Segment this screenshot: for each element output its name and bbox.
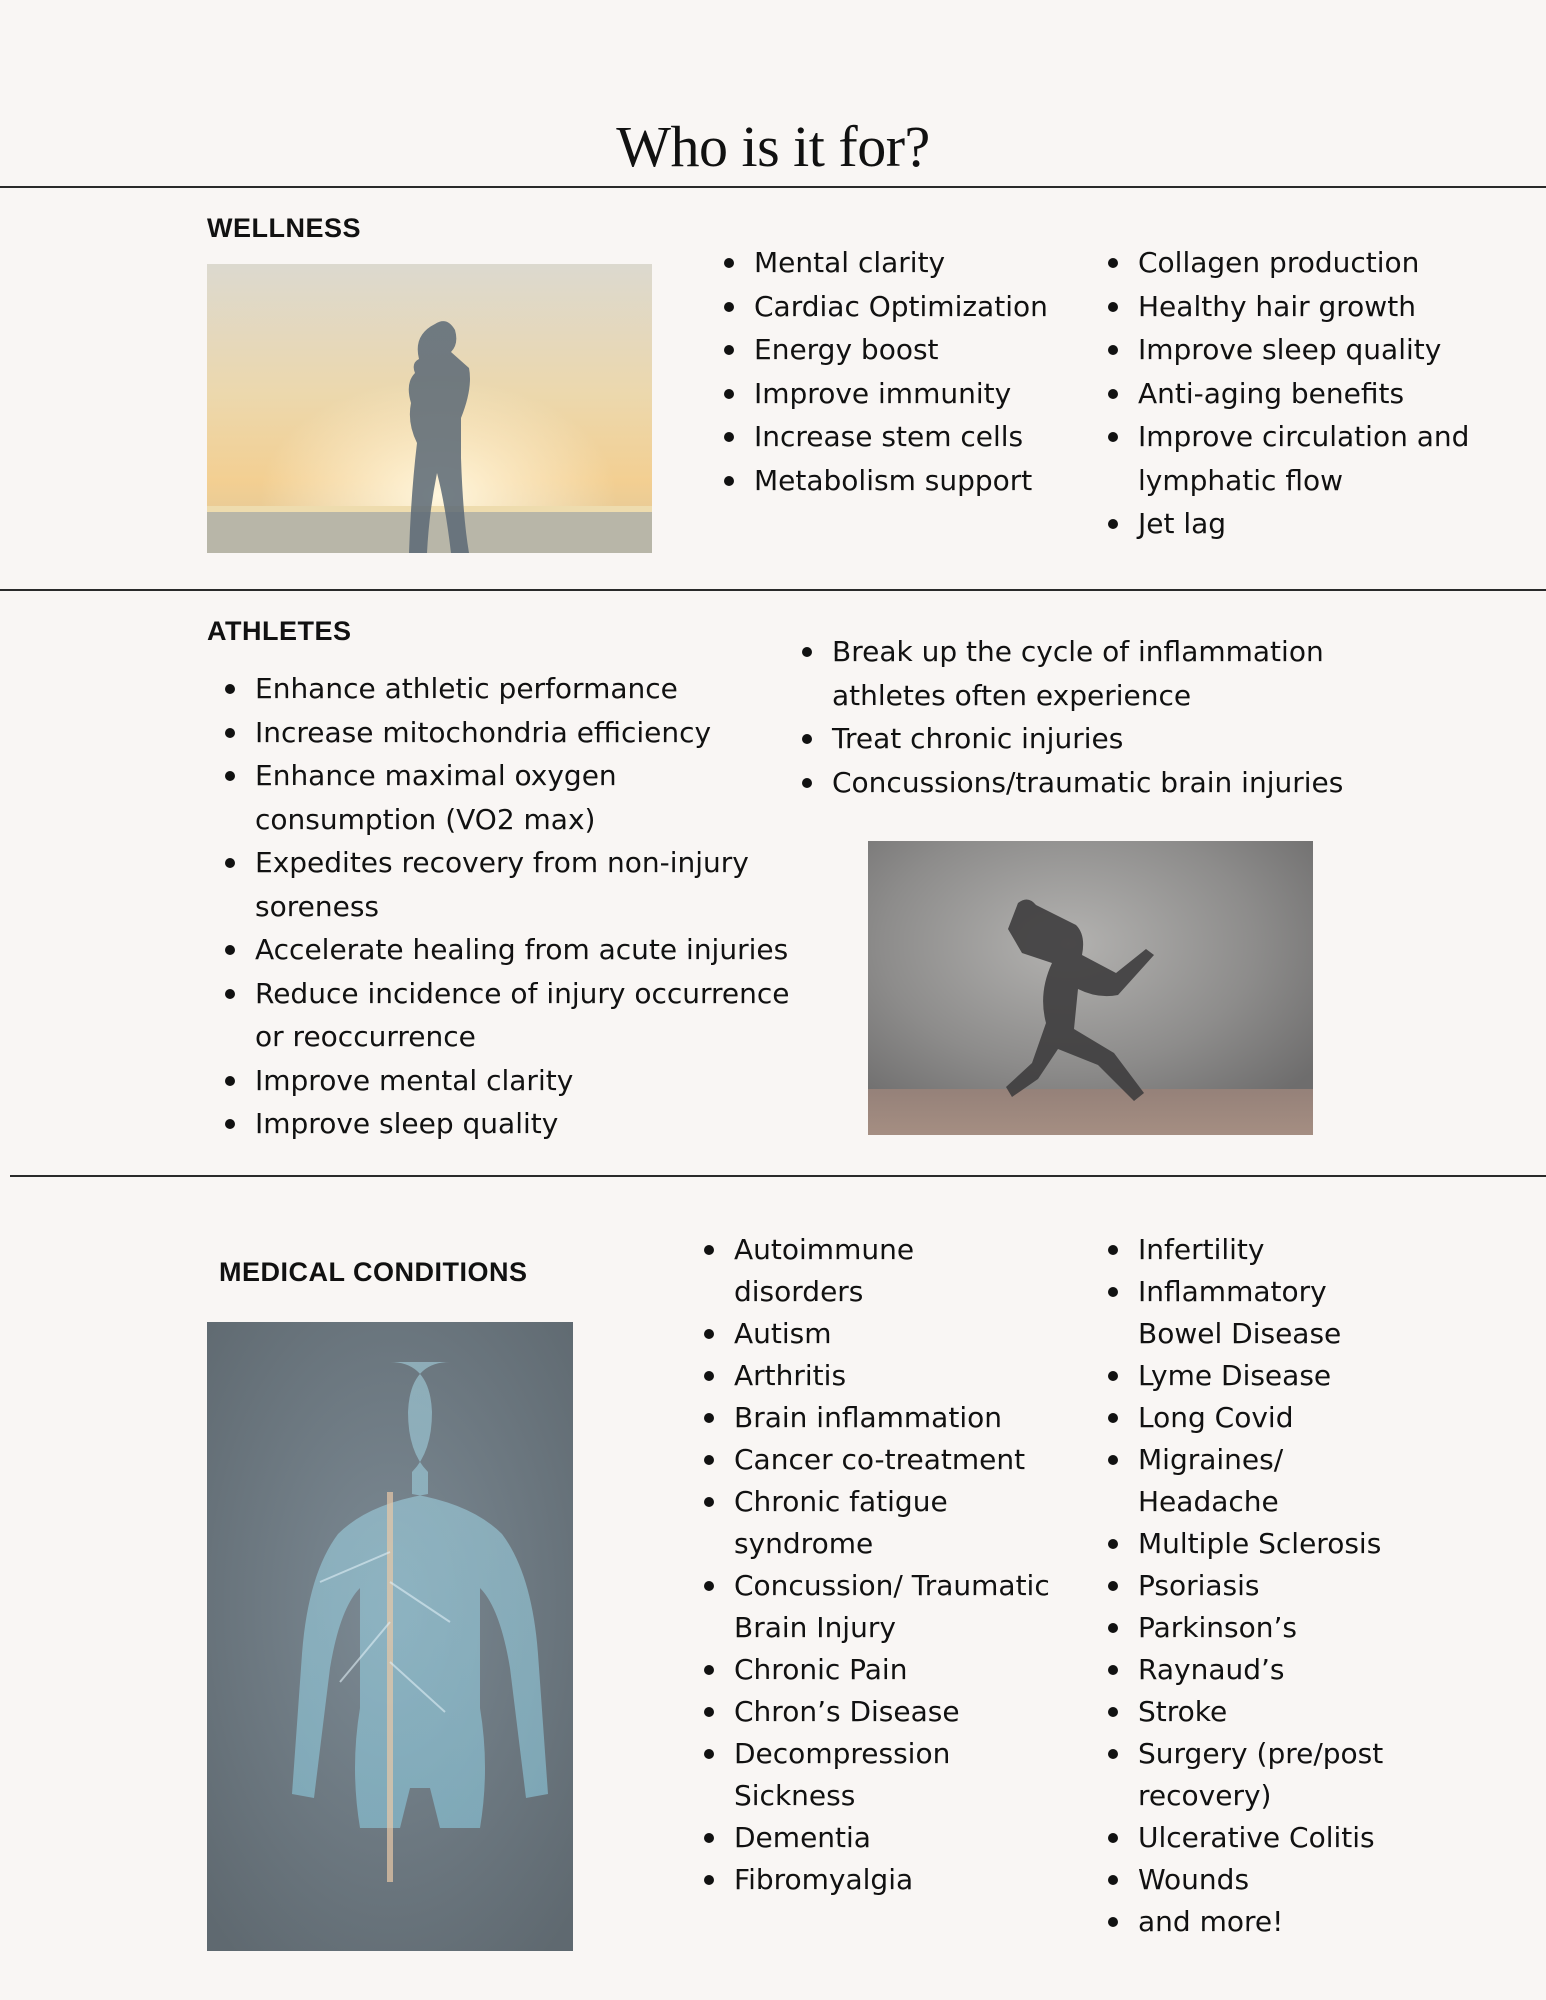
page-title: Who is it for? (616, 114, 930, 179)
list-item: Multiple Sclerosis (1100, 1523, 1500, 1565)
list-item: Break up the cycle of inflammation athletes often experience (794, 630, 1332, 717)
list-item: Energy boost (716, 328, 1071, 372)
divider-wellness (0, 589, 1546, 591)
list-item: Chron’s Disease (696, 1691, 1076, 1733)
list-item: Collagen production (1100, 241, 1500, 285)
list-item: Cancer co-treatment (696, 1439, 1076, 1481)
athletes-list-2 (794, 630, 1354, 804)
list-item: Increase mitochondria efficiency (217, 711, 817, 755)
list-item: Jet lag (1100, 502, 1500, 546)
athlete-photo (868, 841, 1313, 1135)
list-item: Mental clarity (716, 241, 1071, 285)
list-item: Anti-aging benefits (1100, 372, 1500, 416)
list-item: Arthritis (696, 1355, 1076, 1397)
wellness-heading: WELLNESS (207, 213, 362, 243)
list-item: Reduce incidence of injury occurrence or reoccurrence (217, 972, 825, 1059)
medical-list-1 (696, 1229, 1076, 1901)
list-item: Concussions/traumatic brain injuries (794, 761, 1354, 805)
list-item: Improve immunity (716, 372, 1071, 416)
list-item: Inflammatory Bowel Disease (1100, 1271, 1388, 1355)
list-item: and more! (1100, 1901, 1500, 1943)
list-item: Improve sleep quality (217, 1102, 817, 1146)
list-item: Stroke (1100, 1691, 1500, 1733)
list-item: Decompression Sickness (696, 1733, 994, 1817)
list-item: Enhance athletic performance (217, 667, 817, 711)
list-item: Chronic Pain (696, 1649, 1076, 1691)
divider-athletes (10, 1175, 1546, 1177)
list-item: Parkinson’s (1100, 1607, 1500, 1649)
list-item: Enhance maximal oxygen consumption (VO2 max) (217, 754, 785, 841)
body-scan-image (207, 1322, 573, 1951)
list-item: Accelerate healing from acute injuries (217, 928, 817, 972)
list-item: Improve mental clarity (217, 1059, 817, 1103)
list-item: Concussion/ Traumatic Brain Injury (696, 1565, 1074, 1649)
athletes-list-1 (217, 667, 817, 1146)
list-item: Chronic fatigue syndrome (696, 1481, 994, 1565)
list-item: Surgery (pre/post recovery) (1100, 1733, 1408, 1817)
list-item: Long Covid (1100, 1397, 1500, 1439)
list-item: Improve circulation and lymphatic flow (1100, 415, 1478, 502)
wellness-list-1 (716, 241, 1071, 502)
list-item: Expedites recovery from non-injury soreness (217, 841, 775, 928)
list-item: Cardiac Optimization (716, 285, 1071, 329)
list-item: Infertility (1100, 1229, 1500, 1271)
list-item: Fibromyalgia (696, 1859, 1076, 1901)
wellness-list-2 (1100, 241, 1500, 546)
list-item: Psoriasis (1100, 1565, 1500, 1607)
list-item: Migraines/ Headache (1100, 1439, 1338, 1523)
list-item: Brain inflammation (696, 1397, 1076, 1439)
list-item: Ulcerative Colitis (1100, 1817, 1500, 1859)
list-item: Healthy hair growth (1100, 285, 1500, 329)
list-item: Metabolism support (716, 459, 1071, 503)
medical-heading: MEDICAL CONDITIONS (219, 1257, 528, 1287)
list-item: Autoimmune disorders (696, 1229, 944, 1313)
divider-top (0, 186, 1546, 188)
list-item: Autism (696, 1313, 1076, 1355)
list-item: Raynaud’s (1100, 1649, 1500, 1691)
list-item: Dementia (696, 1817, 1076, 1859)
athletes-heading: ATHLETES (207, 616, 352, 646)
medical-list-2 (1100, 1229, 1500, 1943)
list-item: Treat chronic injuries (794, 717, 1354, 761)
wellness-photo (207, 264, 652, 553)
list-item: Lyme Disease (1100, 1355, 1500, 1397)
list-item: Increase stem cells (716, 415, 1071, 459)
list-item: Wounds (1100, 1859, 1500, 1901)
list-item: Improve sleep quality (1100, 328, 1500, 372)
